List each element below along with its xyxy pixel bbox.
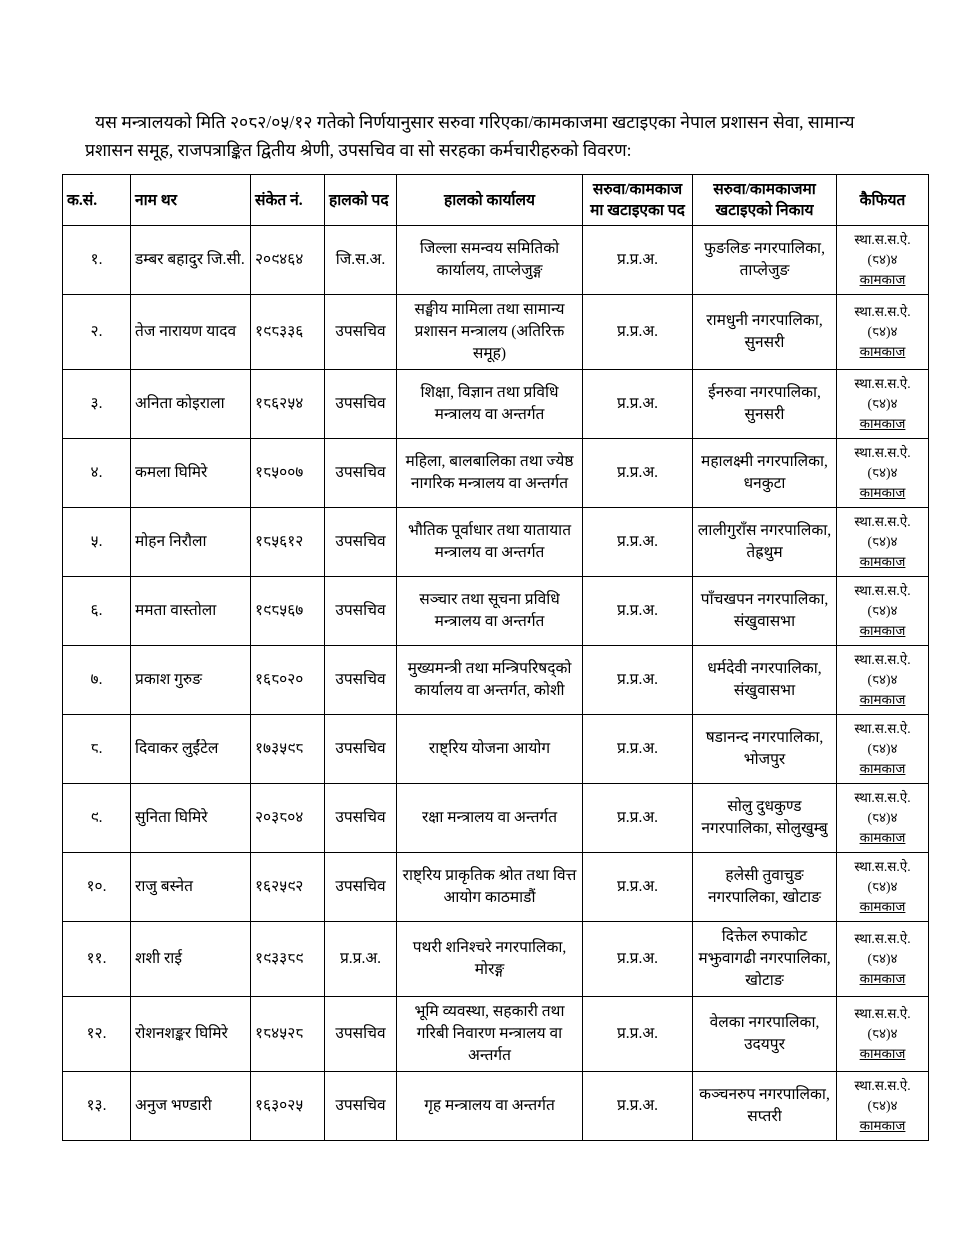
cell-current-position: उपसचिव: [325, 370, 397, 439]
cell-assigned-office: सोलु दुधकुण्ड नगरपालिका, सोलुखुम्बु: [693, 784, 837, 853]
remarks-section-line: (८४)४: [867, 603, 898, 618]
remarks-act-line: स्था.स.स.ऐ.: [854, 583, 911, 598]
remarks-act-line: स्था.स.स.ऐ.: [854, 790, 911, 805]
cell-current-office: मुख्यमन्त्री तथा मन्त्रिपरिषद्को कार्यालय वा अन्तर्गत, कोशी: [397, 646, 583, 715]
cell-current-position: उपसचिव: [325, 646, 397, 715]
cell-serial-number: १२.: [63, 997, 131, 1072]
table-row: [63, 295, 929, 370]
table-row: [63, 784, 929, 853]
cell-code-number: १८५६१२: [251, 508, 325, 577]
cell-code-number: १९३३८९: [251, 922, 325, 997]
cell-serial-number: ७.: [63, 646, 131, 715]
cell-serial-number: ९.: [63, 784, 131, 853]
table-row: [63, 226, 929, 295]
remarks-act-line: स्था.स.स.ऐ.: [854, 232, 911, 247]
cell-name: अनुज भण्डारी: [131, 1072, 251, 1141]
cell-current-office: शिक्षा, विज्ञान तथा प्रविधि मन्त्रालय वा अन्तर्गत: [397, 370, 583, 439]
cell-code-number: १८६२५४: [251, 370, 325, 439]
cell-remarks: [837, 508, 929, 577]
remarks-section-line: (८४)४: [867, 465, 898, 480]
cell-current-position: उपसचिव: [325, 784, 397, 853]
remarks-kamkaj-line: कामकाज: [859, 1118, 906, 1133]
cell-name: कमला घिमिरे: [131, 439, 251, 508]
cell-remarks: [837, 1072, 929, 1141]
cell-assigned-office: दिक्तेल रुपाकोट मझुवागढी नगरपालिका, खोटाङ: [693, 922, 837, 997]
remarks-kamkaj-line: कामकाज: [859, 692, 906, 707]
cell-serial-number: ११.: [63, 922, 131, 997]
remarks-act-line: स्था.स.स.ऐ.: [854, 1078, 911, 1093]
cell-current-office: महिला, बालबालिका तथा ज्येष्ठ नागरिक मन्त्रालय वा अन्तर्गत: [397, 439, 583, 508]
cell-current-office: भौतिक पूर्वाधार तथा यातायात मन्त्रालय वा अन्तर्गत: [397, 508, 583, 577]
cell-remarks: [837, 922, 929, 997]
remarks-section-line: (८४)४: [867, 1026, 898, 1041]
cell-assigned-position: प्र.प्र.अ.: [583, 646, 693, 715]
col-header-current-position: हालको पद: [325, 175, 397, 226]
cell-assigned-position: प्र.प्र.अ.: [583, 997, 693, 1072]
cell-remarks: [837, 226, 929, 295]
cell-serial-number: १.: [63, 226, 131, 295]
cell-current-position: जि.स.अ.: [325, 226, 397, 295]
cell-assigned-office: कञ्चनरुप नगरपालिका, सप्तरी: [693, 1072, 837, 1141]
cell-code-number: २०३८०४: [251, 784, 325, 853]
cell-current-office: पथरी शनिश्चरे नगरपालिका, मोरङ्ग: [397, 922, 583, 997]
cell-name: रोशनशङ्कर घिमिरे: [131, 997, 251, 1072]
remarks-section-line: (८४)४: [867, 252, 898, 267]
cell-name: ममता वास्तोला: [131, 577, 251, 646]
cell-assigned-office: ईनरुवा नगरपालिका, सुनसरी: [693, 370, 837, 439]
cell-assigned-office: हलेसी तुवाचुङ नगरपालिका, खोटाङ: [693, 853, 837, 922]
cell-assigned-position: प्र.प्र.अ.: [583, 784, 693, 853]
table-body: [63, 226, 929, 1141]
remarks-kamkaj-line: कामकाज: [859, 416, 906, 431]
cell-code-number: १७३५९८: [251, 715, 325, 784]
remarks-section-line: (८४)४: [867, 534, 898, 549]
cell-current-office: भूमि व्यवस्था, सहकारी तथा गरिबी निवारण मन्त्रालय वा अन्तर्गत: [397, 997, 583, 1072]
cell-remarks: [837, 784, 929, 853]
intro-paragraph: यस मन्त्रालयको मिति २०८२/०५/१२ गतेको निर्णयानुसार सरुवा गरिएका/कामकाजमा खटाइएका नेपाल प्रशासन सेवा, सामान्य प्रशासन समूह, राजपत्राङ्कित द्वितीय श्रेणी, उपसचिव वा सो सरहका कर्मचारीहरुको विवरण:: [85, 112, 855, 160]
cell-current-office: राष्ट्रिय प्राकृतिक श्रोत तथा वित्त आयोग काठमाडौं: [397, 853, 583, 922]
cell-current-position: उपसचिव: [325, 853, 397, 922]
col-header-assigned-position: सरुवा/कामकाज मा खटाइएका पद: [583, 175, 693, 226]
remarks-act-line: स्था.स.स.ऐ.: [854, 304, 911, 319]
table-row: [63, 853, 929, 922]
cell-code-number: १६३०२५: [251, 1072, 325, 1141]
cell-code-number: १८५००७: [251, 439, 325, 508]
cell-current-position: उपसचिव: [325, 997, 397, 1072]
remarks-act-line: स्था.स.स.ऐ.: [854, 721, 911, 736]
cell-current-position: उपसचिव: [325, 715, 397, 784]
table-header: [63, 175, 929, 226]
remarks-act-line: स्था.स.स.ऐ.: [854, 1006, 911, 1021]
table-row: [63, 922, 929, 997]
cell-remarks: [837, 439, 929, 508]
cell-remarks: [837, 997, 929, 1072]
col-header-serial-number: क.सं.: [63, 175, 131, 226]
cell-assigned-position: प्र.प्र.अ.: [583, 922, 693, 997]
cell-current-position: उपसचिव: [325, 295, 397, 370]
cell-remarks: [837, 715, 929, 784]
cell-remarks: [837, 295, 929, 370]
remarks-section-line: (८४)४: [867, 672, 898, 687]
table-row: [63, 439, 929, 508]
table-row: [63, 646, 929, 715]
remarks-kamkaj-line: कामकाज: [859, 899, 906, 914]
cell-serial-number: ४.: [63, 439, 131, 508]
cell-name: दिवाकर लुईंटेल: [131, 715, 251, 784]
table-row: [63, 997, 929, 1072]
col-header-code-number: संकेत नं.: [251, 175, 325, 226]
remarks-kamkaj-line: कामकाज: [859, 344, 906, 359]
cell-assigned-office: वेलका नगरपालिका, उदयपुर: [693, 997, 837, 1072]
cell-assigned-position: प्र.प्र.अ.: [583, 853, 693, 922]
remarks-section-line: (८४)४: [867, 1098, 898, 1113]
cell-code-number: १८४५२८: [251, 997, 325, 1072]
cell-current-office: सञ्चार तथा सूचना प्रविधि मन्त्रालय वा अन्तर्गत: [397, 577, 583, 646]
remarks-section-line: (८४)४: [867, 324, 898, 339]
cell-assigned-office: फुङलिङ नगरपालिका, ताप्लेजुङ: [693, 226, 837, 295]
table-row: [63, 508, 929, 577]
remarks-act-line: स्था.स.स.ऐ.: [854, 376, 911, 391]
transfer-table: [62, 174, 929, 1141]
cell-assigned-position: प्र.प्र.अ.: [583, 577, 693, 646]
remarks-act-line: स्था.स.स.ऐ.: [854, 514, 911, 529]
cell-code-number: १९८५६७: [251, 577, 325, 646]
cell-serial-number: ८.: [63, 715, 131, 784]
remarks-section-line: (८४)४: [867, 396, 898, 411]
remarks-kamkaj-line: कामकाज: [859, 485, 906, 500]
remarks-act-line: स्था.स.स.ऐ.: [854, 859, 911, 874]
cell-assigned-office: लालीगुराँस नगरपालिका, तेह्रथुम: [693, 508, 837, 577]
cell-name: शशी राई: [131, 922, 251, 997]
remarks-act-line: स्था.स.स.ऐ.: [854, 652, 911, 667]
cell-current-office: जिल्ला समन्वय समितिको कार्यालय, ताप्लेजुङ्ग: [397, 226, 583, 295]
cell-assigned-position: प्र.प्र.अ.: [583, 295, 693, 370]
cell-name: मोहन निरौला: [131, 508, 251, 577]
cell-serial-number: ३.: [63, 370, 131, 439]
col-header-current-office: हालको कार्यालय: [397, 175, 583, 226]
remarks-section-line: (८४)४: [867, 951, 898, 966]
cell-remarks: [837, 370, 929, 439]
table-header-row: [63, 175, 929, 226]
table-row: [63, 370, 929, 439]
cell-assigned-position: प्र.प्र.अ.: [583, 1072, 693, 1141]
remarks-act-line: स्था.स.स.ऐ.: [854, 931, 911, 946]
col-header-name: नाम थर: [131, 175, 251, 226]
cell-name: प्रकाश गुरुङ: [131, 646, 251, 715]
cell-assigned-office: षडानन्द नगरपालिका, भोजपुर: [693, 715, 837, 784]
cell-serial-number: १३.: [63, 1072, 131, 1141]
cell-name: डम्बर बहादुर जि.सी.: [131, 226, 251, 295]
remarks-section-line: (८४)४: [867, 879, 898, 894]
cell-serial-number: ५.: [63, 508, 131, 577]
cell-remarks: [837, 577, 929, 646]
remarks-kamkaj-line: कामकाज: [859, 971, 906, 986]
cell-code-number: १९८३३६: [251, 295, 325, 370]
cell-current-position: उपसचिव: [325, 439, 397, 508]
cell-current-position: उपसचिव: [325, 508, 397, 577]
cell-serial-number: ६.: [63, 577, 131, 646]
cell-name: राजु बस्नेत: [131, 853, 251, 922]
cell-current-office: राष्ट्रिय योजना आयोग: [397, 715, 583, 784]
table-row: [63, 1072, 929, 1141]
remarks-kamkaj-line: कामकाज: [859, 554, 906, 569]
cell-assigned-office: महालक्ष्मी नगरपालिका, धनकुटा: [693, 439, 837, 508]
cell-current-office: रक्षा मन्त्रालय वा अन्तर्गत: [397, 784, 583, 853]
remarks-kamkaj-line: कामकाज: [859, 1046, 906, 1061]
cell-serial-number: २.: [63, 295, 131, 370]
cell-assigned-position: प्र.प्र.अ.: [583, 370, 693, 439]
cell-code-number: १६८०२०: [251, 646, 325, 715]
cell-assigned-office: रामधुनी नगरपालिका, सुनसरी: [693, 295, 837, 370]
remarks-kamkaj-line: कामकाज: [859, 623, 906, 638]
remarks-kamkaj-line: कामकाज: [859, 272, 906, 287]
cell-remarks: [837, 853, 929, 922]
cell-assigned-position: प्र.प्र.अ.: [583, 439, 693, 508]
cell-name: सुनिता घिमिरे: [131, 784, 251, 853]
table-row: [63, 577, 929, 646]
cell-assigned-position: प्र.प्र.अ.: [583, 715, 693, 784]
cell-serial-number: १०.: [63, 853, 131, 922]
remarks-kamkaj-line: कामकाज: [859, 830, 906, 845]
cell-assigned-position: प्र.प्र.अ.: [583, 508, 693, 577]
remarks-section-line: (८४)४: [867, 810, 898, 825]
cell-current-position: प्र.प्र.अ.: [325, 922, 397, 997]
col-header-remarks: कैफियत: [837, 175, 929, 226]
cell-current-office: गृह मन्त्रालय वा अन्तर्गत: [397, 1072, 583, 1141]
col-header-assigned-office: सरुवा/कामकाजमा खटाइएको निकाय: [693, 175, 837, 226]
cell-current-position: उपसचिव: [325, 1072, 397, 1141]
remarks-act-line: स्था.स.स.ऐ.: [854, 445, 911, 460]
cell-name: तेज नारायण यादव: [131, 295, 251, 370]
cell-current-office: सङ्घीय मामिला तथा सामान्य प्रशासन मन्त्रालय (अतिरिक्त समूह): [397, 295, 583, 370]
cell-remarks: [837, 646, 929, 715]
table-row: [63, 715, 929, 784]
remarks-kamkaj-line: कामकाज: [859, 761, 906, 776]
cell-current-position: उपसचिव: [325, 577, 397, 646]
cell-assigned-office: पाँचखपन नगरपालिका, संखुवासभा: [693, 577, 837, 646]
cell-assigned-position: प्र.प्र.अ.: [583, 226, 693, 295]
remarks-section-line: (८४)४: [867, 741, 898, 756]
cell-code-number: २०९४६४: [251, 226, 325, 295]
cell-name: अनिता कोइराला: [131, 370, 251, 439]
cell-code-number: १६२५९२: [251, 853, 325, 922]
cell-assigned-office: धर्मदेवी नगरपालिका, संखुवासभा: [693, 646, 837, 715]
